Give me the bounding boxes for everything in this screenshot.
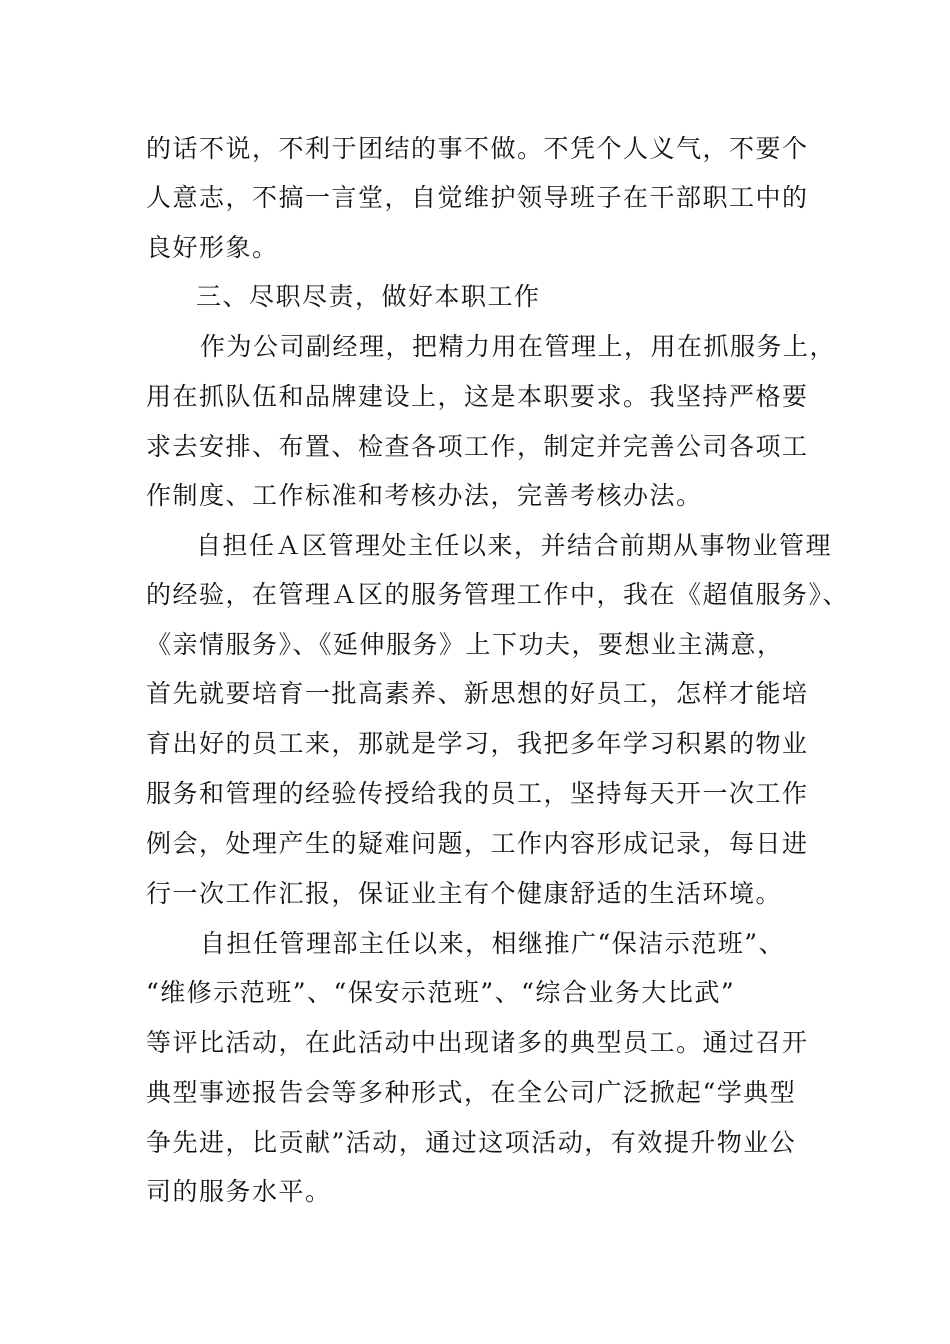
- text-line: 自担任Ａ区管理处主任以来，并结合前期从事物业管理: [196, 531, 833, 560]
- text-line: 典型事迹报告会等多种形式，在全公司广泛掀起“学典型: [146, 1078, 797, 1107]
- text-line: 《亲情服务》、《延伸服务》上下功夫，要想业主满意，: [146, 630, 784, 659]
- text-line: 司的服务水平。: [146, 1177, 332, 1206]
- text-line: 服务和管理的经验传授给我的员工，坚持每天开一次工作: [146, 779, 809, 808]
- text-line: “维修示范班”、“保安示范班”、“综合业务大比武”: [146, 978, 736, 1007]
- text-line: 首先就要培育一批高素养、新思想的好员工，怎样才能培: [146, 679, 809, 708]
- text-line: 行一次工作汇报，保证业主有个健康舒适的生活环境。: [146, 879, 783, 908]
- text-line: 例会，处理产生的疑难问题，工作内容形成记录，每日进: [146, 829, 809, 858]
- text-line: 等评比活动，在此活动中出现诸多的典型员工。通过召开: [146, 1028, 809, 1057]
- text-line: 自担任管理部主任以来，相继推广“保洁示范班”、: [200, 929, 786, 958]
- section-heading: 三、尽职尽责，做好本职工作: [196, 282, 541, 311]
- text-line: 作为公司副经理，把精力用在管理上，用在抓服务上，: [200, 332, 837, 361]
- text-line: 人意志，不搞一言堂，自觉维护领导班子在干部职工中的: [146, 183, 809, 212]
- text-line: 争先进，比贡献”活动，通过这项活动，有效提升物业公: [146, 1128, 797, 1157]
- text-line: 的经验，在管理Ａ区的服务管理工作中，我在《超值服务》、: [146, 580, 850, 609]
- text-line: 育出好的员工来，那就是学习，我把多年学习积累的物业: [146, 729, 809, 758]
- text-line: 求去安排、布置、检查各项工作，制定并完善公司各项工: [146, 432, 809, 461]
- text-line: 用在抓队伍和品牌建设上，这是本职要求。我坚持严格要: [146, 382, 809, 411]
- text-line: 良好形象。: [146, 233, 279, 262]
- text-line: 的话不说，不利于团结的事不做。不凭个人义气，不要个: [146, 134, 809, 163]
- text-line: 作制度、工作标准和考核办法，完善考核办法。: [146, 481, 703, 510]
